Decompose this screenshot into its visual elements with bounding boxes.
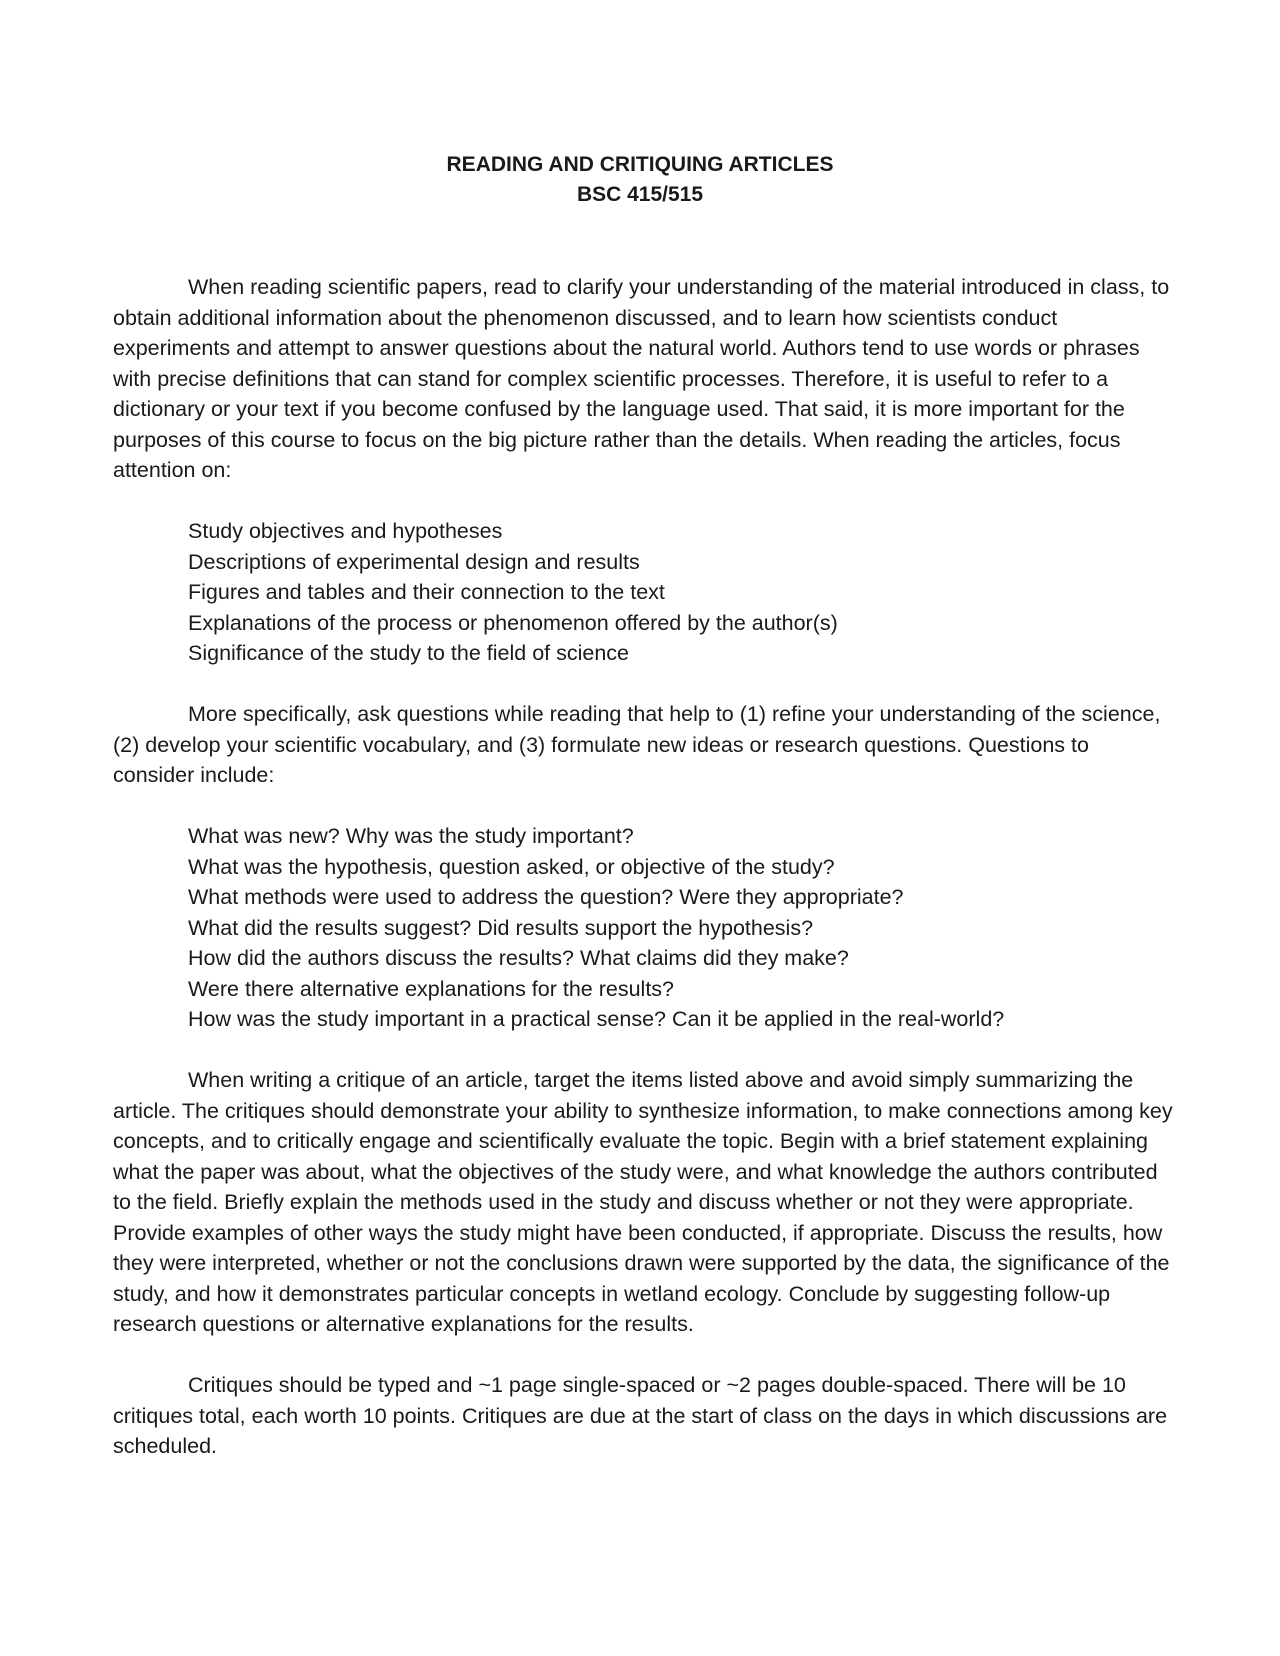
question-list xyxy=(113,821,1173,1035)
focus-item: Explanations of the process or phenomenon offered by the author(s) xyxy=(188,610,838,635)
question-item: What methods were used to address the question? Were they appropriate? xyxy=(188,885,904,909)
focus-item: Significance of the study to the field of science xyxy=(188,641,630,665)
document-title: READING AND CRITIQUING ARTICLES xyxy=(446,153,834,176)
document-body xyxy=(113,272,1173,1462)
course-code: BSC 415/515 xyxy=(576,183,704,206)
intro-paragraph: When reading scientific papers, read to clarify your understanding of the material introduced in class, to obtain additional information about the phenomenon discussed, and to learn how scientists conduct experiments and attempt to answer questions about the natural world. Authors tend to use words or phrases with precise definitions that can stand for complex scientific processes. Therefore, it is useful to refer to a dictionary or your text if you become confused by the language used. That said, it is more important for the purposes of this course to focus on the big picture rather than the details. When reading the articles, focus attention on: xyxy=(113,275,1170,482)
questions-paragraph: More specifically, ask questions while reading that help to (1) refine your understanding of the science, (2) develop your scientific vocabulary, and (3) formulate new ideas or research questions. Questions to consider include: xyxy=(113,702,1161,787)
title-block xyxy=(0,150,1280,210)
spacer xyxy=(113,791,1173,822)
question-item: What was new? Why was the study important? xyxy=(188,824,634,848)
focus-item: Figures and tables and their connection to the text xyxy=(188,580,665,604)
critique-paragraph: When writing a critique of an article, target the items listed above and avoid simply summarizing the article. The critiques should demonstrate your ability to synthesize information, to make connections among key concepts, and to critically engage and scientifically evaluate the topic. Begin with a brief statement explaining what the paper was about, what the objectives of the study were, and what knowledge the authors contributed to the field. Briefly explain the methods used in the study and discuss whether or not they were appropriate. Provide examples of other ways the study might have been conducted, if appropriate. Discuss the results, how they were interpreted, whether or not the conclusions drawn were supported by the data, the significance of the study, and how it demonstrates particular concepts in wetland ecology. Conclude by suggesting follow-up research questions or alternative explanations for the results. xyxy=(113,1068,1173,1336)
question-item: How did the authors discuss the results? What claims did they make? xyxy=(188,946,849,970)
question-item: What did the results suggest? Did results support the hypothesis? xyxy=(188,915,814,940)
spacer xyxy=(113,486,1173,517)
requirements-paragraph: Critiques should be typed and ~1 page single-spaced or ~2 pages double-spaced. There will be 10 critiques total, each worth 10 points. Critiques are due at the start of class on the days in which discussions are scheduled. xyxy=(113,1373,1168,1458)
question-item: How was the study important in a practical sense? Can it be applied in the real-world? xyxy=(188,1007,1005,1031)
spacer xyxy=(113,1035,1173,1066)
question-item: Were there alternative explanations for the results? xyxy=(188,976,675,1001)
focus-item: Study objectives and hypotheses xyxy=(188,519,503,543)
question-item: What was the hypothesis, question asked, or objective of the study? xyxy=(188,854,835,879)
focus-list xyxy=(113,516,1173,669)
focus-item: Descriptions of experimental design and results xyxy=(188,549,640,574)
spacer xyxy=(113,669,1173,700)
spacer xyxy=(113,1340,1173,1371)
